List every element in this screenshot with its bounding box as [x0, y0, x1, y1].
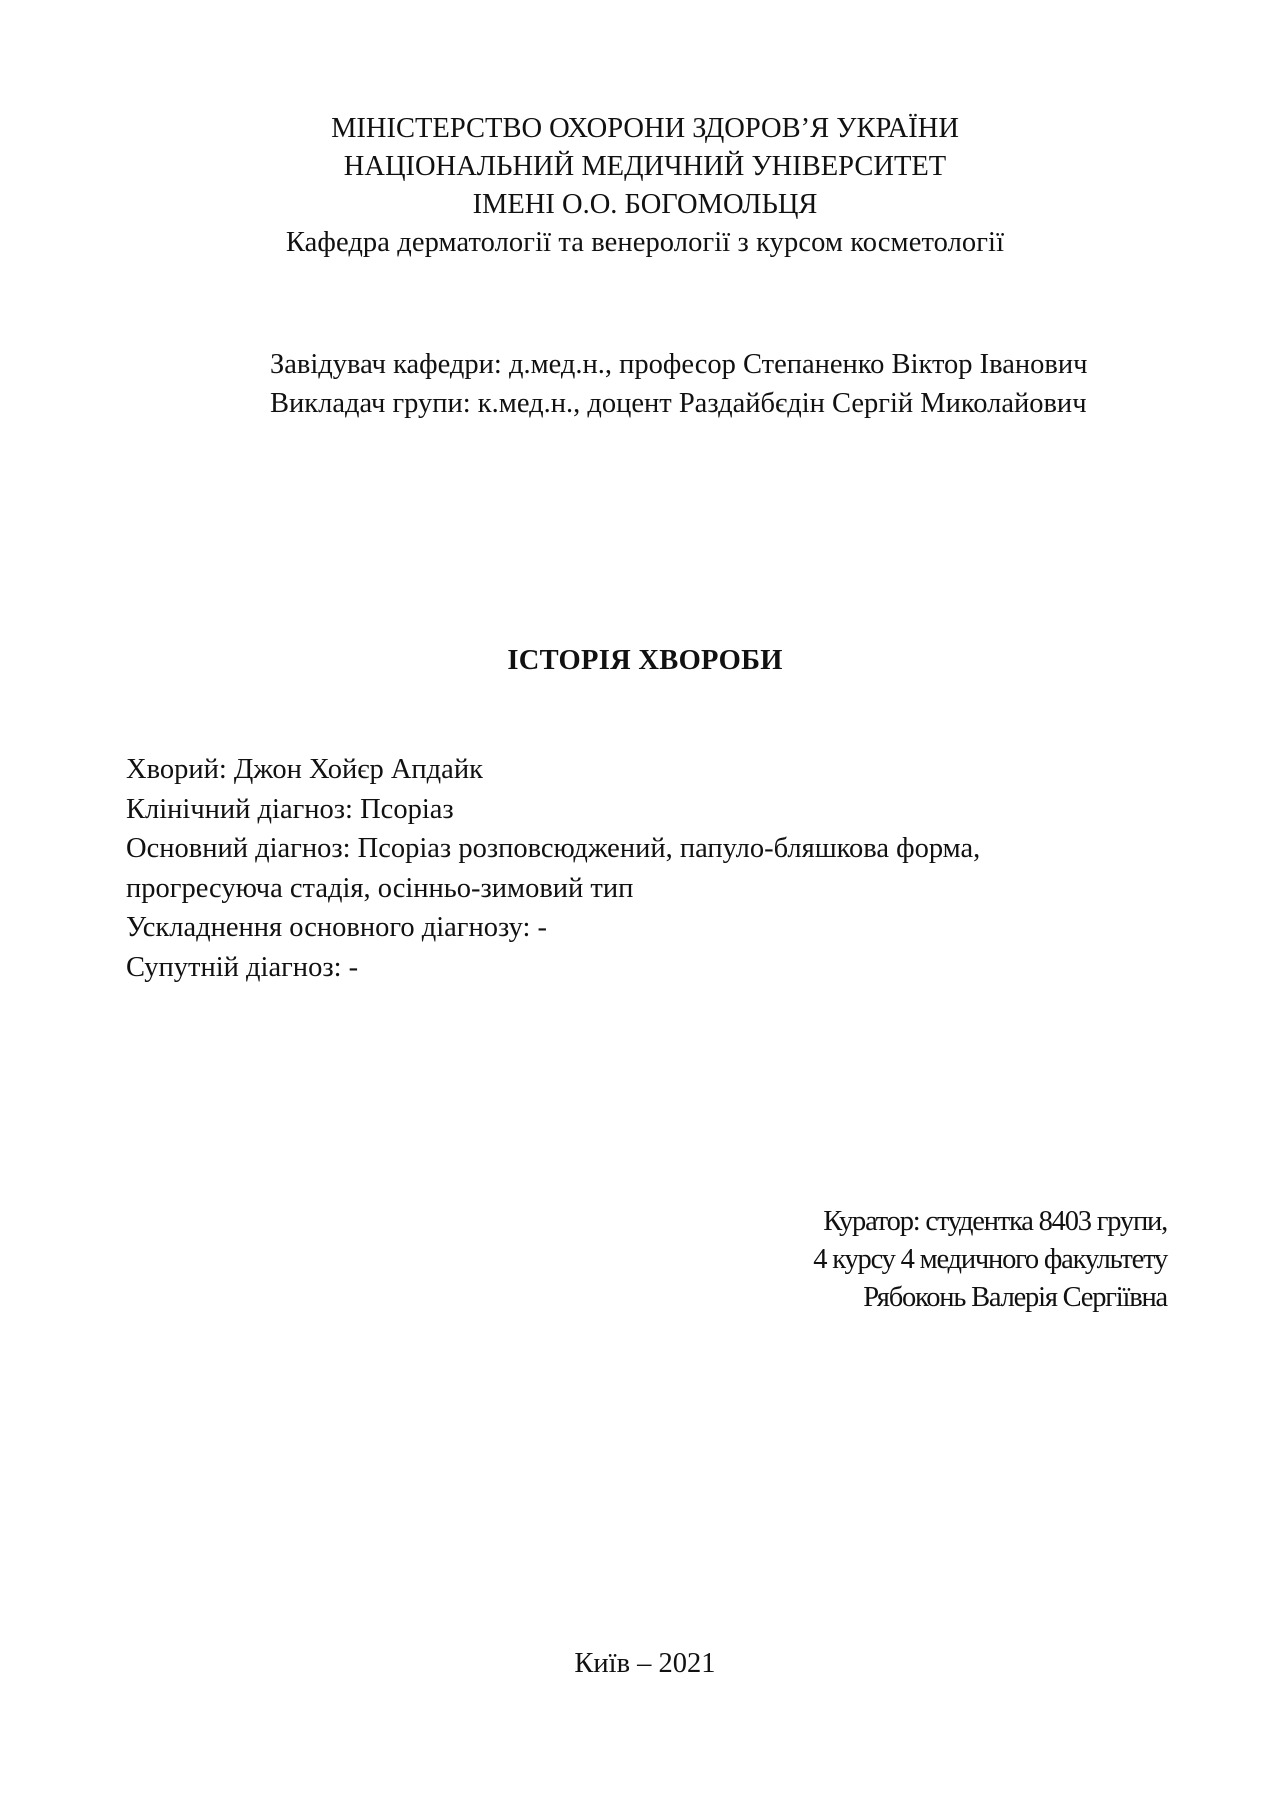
group-teacher: Викладач групи: к.мед.н., доцент Раздайбєдін Сергій Миколайович	[270, 388, 1087, 419]
staff-info	[270, 345, 1087, 423]
patient-info	[126, 750, 980, 987]
department-name: Кафедра дерматології та венерології з курсом косметології	[285, 227, 1005, 258]
concomitant-diagnosis: Супутній діагноз: -	[126, 951, 359, 983]
curator-info	[813, 1203, 1167, 1317]
university-name-line2: ІМЕНІ О.О. БОГОМОЛЬЦЯ	[472, 189, 818, 220]
main-diagnosis-line2: прогресуюча стадія, осінньо-зимовий тип	[126, 872, 634, 904]
patient-name: Хворий: Джон Хойєр Апдайк	[126, 754, 483, 785]
complications: Ускладнення основного діагнозу: -	[126, 912, 548, 943]
curator-line2: 4 курсу 4 медичного факультету	[813, 1244, 1167, 1275]
department-head: Завідувач кафедри: д.мед.н., професор Степаненко Віктор Іванович	[270, 349, 1088, 380]
clinical-diagnosis: Клінічний діагноз: Псоріаз	[126, 793, 454, 825]
curator-line1: Куратор: студентка 8403 групи,	[823, 1206, 1167, 1237]
curator-name: Рябоконь Валерія Сергіївна	[863, 1282, 1167, 1313]
document-title: ІСТОРІЯ ХВОРОБИ	[507, 645, 783, 676]
main-diagnosis-line1: Основний діагноз: Псоріаз розповсюджений, папуло-бляшкова форма,	[126, 833, 981, 864]
city-year: Київ – 2021	[574, 1648, 716, 1679]
university-name-line1: НАЦІОНАЛЬНИЙ МЕДИЧНИЙ УНІВЕРСИТЕТ	[343, 151, 947, 182]
institution-header	[0, 110, 1280, 262]
ministry-name: МІНІСТЕРСТВО ОХОРОНИ ЗДОРОВ’Я УКРАЇНИ	[331, 113, 959, 144]
